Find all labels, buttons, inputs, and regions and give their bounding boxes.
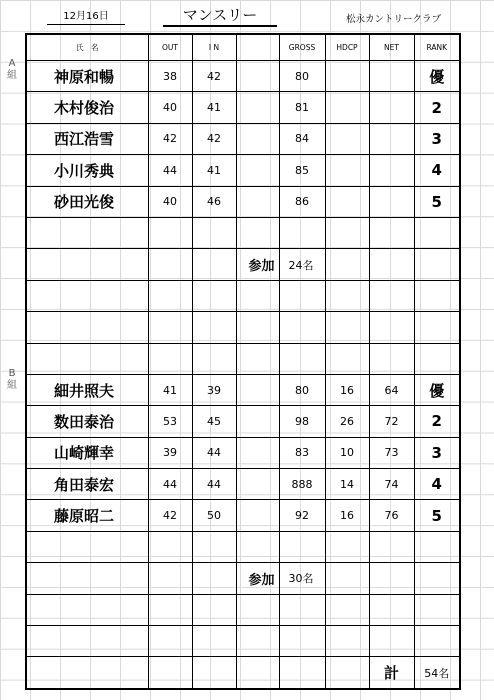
col-in: I N [192,34,236,61]
in-score: 42 [192,123,236,154]
net-score: 72 [369,406,414,437]
out-score: 42 [148,123,192,154]
player-name: 細井照夫 [26,374,148,405]
hdcp-value [325,155,369,186]
rank-value: 3 [414,437,460,468]
gross-score: 80 [279,61,325,92]
rank-value: 2 [414,92,460,123]
net-score [369,155,414,186]
gross-score: 86 [279,186,325,217]
rank-value: 2 [414,406,460,437]
net-score: 76 [369,500,414,531]
rank-value: 優 [414,374,460,405]
player-name: 木村俊治 [26,92,148,123]
date-label: 12月16日 [47,10,125,25]
out-score: 53 [148,406,192,437]
out-score: 38 [148,61,192,92]
hdcp-value [325,123,369,154]
net-score: 74 [369,469,414,500]
hdcp-value: 16 [325,374,369,405]
table-row [26,469,460,500]
blank-cell [236,469,279,500]
table-row [26,155,460,186]
group-b-label [6,368,18,392]
group-a-kumi: 組 [7,70,17,81]
in-score: 41 [192,92,236,123]
blank-cell [236,92,279,123]
empty-row [26,343,460,374]
out-score: 40 [148,92,192,123]
player-name: 神原和暢 [26,61,148,92]
hdcp-value: 14 [325,469,369,500]
empty-row [26,280,460,311]
out-score: 44 [148,469,192,500]
rank-value: 優 [414,61,460,92]
col-out: OUT [148,34,192,61]
net-score [369,61,414,92]
col-rank: RANK [414,34,460,61]
col-gross: GROSS [279,34,325,61]
gross-score: 83 [279,437,325,468]
hdcp-value: 26 [325,406,369,437]
in-score: 44 [192,437,236,468]
table-row [26,374,460,405]
in-score: 45 [192,406,236,437]
col-net: NET [369,34,414,61]
gross-score: 80 [279,374,325,405]
empty-row [26,531,460,562]
rank-value: 4 [414,155,460,186]
empty-row [26,626,460,657]
out-score: 42 [148,500,192,531]
rank-value: 4 [414,469,460,500]
net-score [369,92,414,123]
out-score: 41 [148,374,192,405]
empty-row [26,312,460,343]
participants-label: 参加 [236,563,279,594]
blank-cell [236,155,279,186]
gross-score: 98 [279,406,325,437]
participants-row [26,249,460,280]
group-b-letter: B [8,368,16,379]
net-score [369,123,414,154]
player-name: 山崎輝幸 [26,437,148,468]
participants-row [26,563,460,594]
net-score [369,186,414,217]
rank-value: 5 [414,186,460,217]
player-name: 藤原昭二 [26,500,148,531]
gross-score: 81 [279,92,325,123]
blank-cell [236,61,279,92]
gross-score: 84 [279,123,325,154]
blank-cell [236,374,279,405]
hdcp-value: 16 [325,500,369,531]
table-row [26,500,460,531]
empty-row [26,217,460,248]
player-name: 数田泰治 [26,406,148,437]
player-name: 西江浩雪 [26,123,148,154]
table-row [26,186,460,217]
table-row [26,437,460,468]
in-score: 42 [192,61,236,92]
total-row [26,657,460,689]
group-b-kumi: 組 [7,380,17,391]
player-name: 角田泰宏 [26,469,148,500]
net-score: 64 [369,374,414,405]
results-table [25,33,461,690]
in-score: 44 [192,469,236,500]
hdcp-value [325,186,369,217]
total-label: 計 [369,657,414,689]
player-name: 小川秀典 [26,155,148,186]
col-name: 氏 名 [26,34,148,61]
in-score: 41 [192,155,236,186]
group-a-letter: A [8,58,16,69]
hdcp-value: 10 [325,437,369,468]
table-row [26,61,460,92]
rank-value: 5 [414,500,460,531]
hdcp-value [325,92,369,123]
hdcp-value [325,61,369,92]
in-score: 46 [192,186,236,217]
participants-label: 参加 [236,249,279,280]
club-name: 松永カントリークラブ [346,14,442,25]
total-value: 54名 [414,657,460,689]
blank-cell [236,186,279,217]
empty-row [26,594,460,625]
out-score: 39 [148,437,192,468]
table-row [26,92,460,123]
blank-cell [236,406,279,437]
blank-cell [236,437,279,468]
participants-count: 30名 [279,563,325,594]
col-hdcp: HDCP [325,34,369,61]
player-name: 砂田光俊 [26,186,148,217]
gross-score: 888 [279,469,325,500]
out-score: 44 [148,155,192,186]
table-row [26,406,460,437]
blank-cell [236,123,279,154]
gross-score: 85 [279,155,325,186]
gross-score: 92 [279,500,325,531]
col-blank [236,34,279,61]
net-score: 73 [369,437,414,468]
page-title: マンスリー [163,5,277,27]
rank-value: 3 [414,123,460,154]
participants-count: 24名 [279,249,325,280]
header-row [26,34,460,61]
out-score: 40 [148,186,192,217]
in-score: 39 [192,374,236,405]
table-row [26,123,460,154]
in-score: 50 [192,500,236,531]
group-a-label [6,58,18,82]
blank-cell [236,500,279,531]
